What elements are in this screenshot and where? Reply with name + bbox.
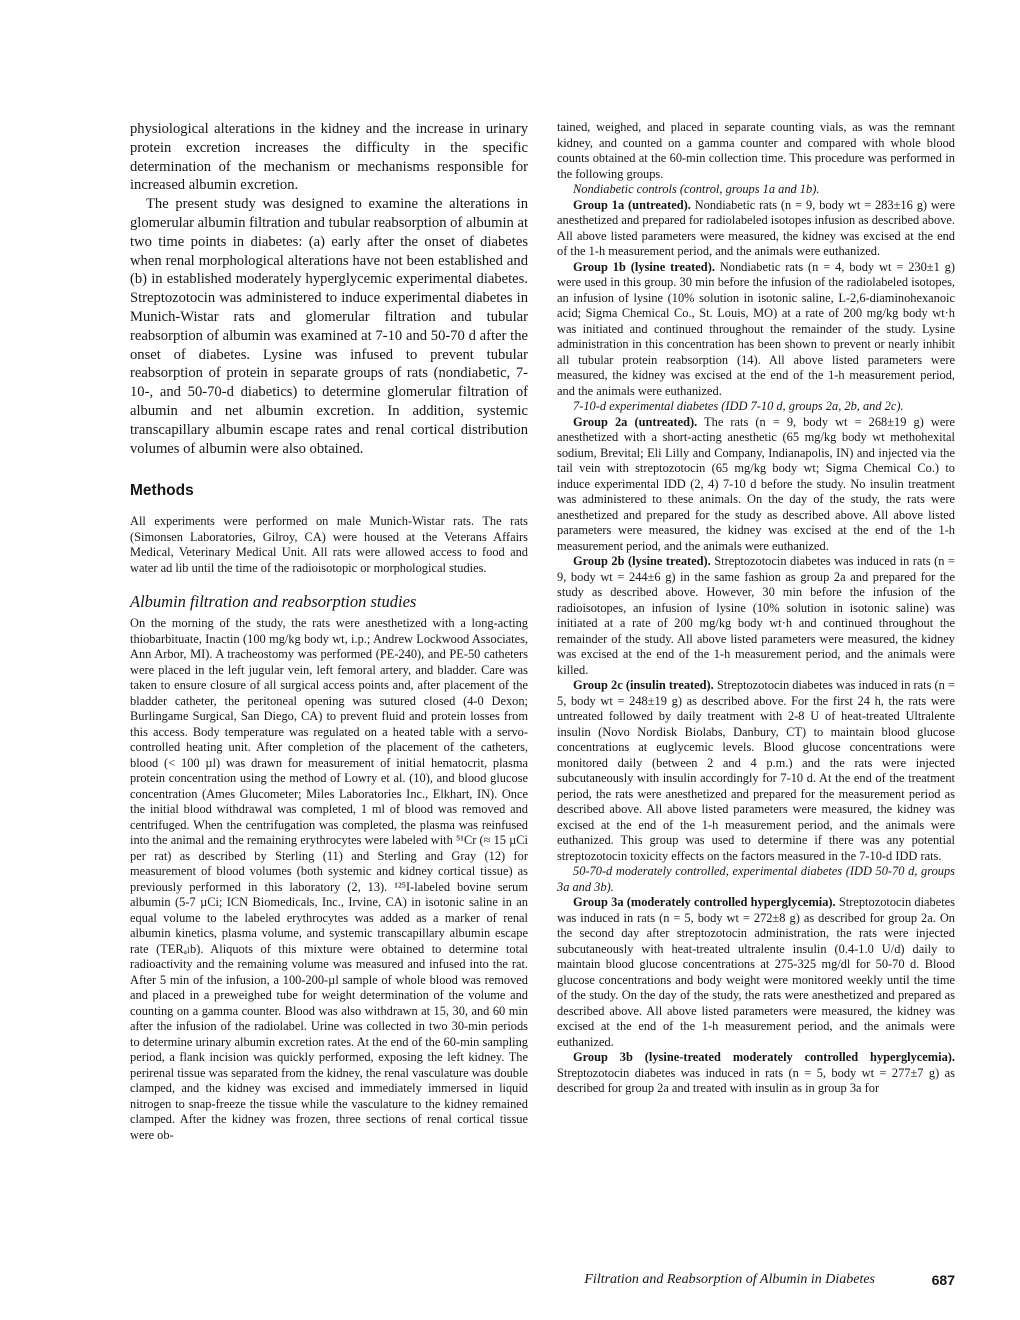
group-3a-text: Streptozotocin diabetes was induced in rats (n = 5, body wt = 272±8 g) as described for group 2a. On the second day after streptozotocin administration, the rats were injected subcutaneously with heat-treated ultralente insulin (0.4-1.0 U/d) daily to maintain blood glucose concentrations at 275-325 mg/dl for 50-70 d. Blood glucose concentrations and body weight were monitored weekly until the time of the study. On the day of the study, the rats were anesthetized and prepared as described above. All above listed parameters were measured, the kidney was excised at the end of the 1-h measurement period, and the animals were euthanized. <box>557 895 955 1049</box>
intro-paragraph-continued: physiological alterations in the kidney and the increase in urinary protein excretion increases the difficulty in the specific determination of the mechanism or mechanisms responsible for increased albumin excretion. <box>130 121 528 194</box>
group-2a-label: Group 2a (untreated). <box>573 414 698 429</box>
group-2a-text: The rats (n = 9, body wt = 268±19 g) were anesthetized with a short-acting anesthetic (65 mg/kg body wt methohexital sodium, Brevital; Eli Lilly and Company, Indianapolis, IN) and injected via the tail vein with streptozotocin (65 mg/kg body wt; Sigma Chemical Co.) to induce experimental IDD (2, 4) 7-10 d before the study. No insulin treatment was administered to these animals. On the day of the study, the rats were anesthetized and prepared for the study as described above. All above listed parameters were measured, the kidney was excised at the end of the 1-h measurement period, and the animals were euthanized. <box>557 414 955 553</box>
group-3a-paragraph <box>557 895 955 1050</box>
group-2b-text: Streptozotocin diabetes was induced in rats (n = 9, body wt = 244±6 g) in the same fashion as group 2a and prepared for the study as described above. However, 30 min before the infusion of the radioisotopes, an infusion of lysine (10% solution in isotonic saline) was initiated at a rate of 200 mg/kg body wt·h and continued throughout the remainder of the study. All above listed parameters were measured, the kidney was excised at the end of the 1-h measurement period, and the animals were killed. <box>557 554 955 677</box>
right-column <box>557 120 955 1097</box>
group-3a-label: Group 3a (moderately controlled hyperglycemia). <box>573 895 836 909</box>
group-2c-paragraph <box>557 678 955 864</box>
group-1a-paragraph <box>557 198 955 260</box>
page-number: 687 <box>931 1272 955 1288</box>
group-2c-text: Streptozotocin diabetes was induced in rats (n = 5, body wt = 248±19 g) as described above. For the first 24 h, the rats were untreated followed by daily treatment with 2-8 U of heat-treated Ultralente insulin (Novo Nordisk Biolabs, Danbury, CT) to maintain blood glucose concentrations at euglycemic levels. Blood glucose concentrations were monitored daily (between 2 and 4 p.m.) and the rats were injected subcutaneously with insulin accordingly for 7-10 d. At the end of the treatment period, the rats were anesthetized and prepared for the measurement period as described above. All above listed parameters were measured, the kidney was excised at the end of the 1-h measurement period, and the animals were euthanized. This group was used to determine if there was any potential streptozotocin toxicity effects on the factors measured in the 7-10-d IDD rats. <box>557 678 955 863</box>
nondiabetic-controls-heading: Nondiabetic controls (control, groups 1a and 1b). <box>573 182 820 196</box>
methods-heading: Methods <box>130 482 194 500</box>
group-1a-label: Group 1a (untreated). <box>573 197 691 212</box>
group-1a-text: Nondiabetic rats (n = 9, body wt = 283±16 g) were anesthetized and prepared for radiolabeled isotopes infusion as described above. All above listed parameters were measured, the kidney was excised at the end of the 1-h measurement period, and the animals were euthanized. <box>557 197 955 258</box>
group-3b-text: Streptozotocin diabetes was induced in rats (n = 5, body wt = 277±7 g) as described for group 2a and treated with insulin as in group 3a for <box>557 1065 955 1095</box>
group-2b-paragraph <box>557 554 955 678</box>
left-column <box>130 120 528 1143</box>
procedure-paragraph: On the morning of the study, the rats were anesthetized with a long-acting thiobarbituate, Inactin (100 mg/kg body wt, i.p.; Andrew Lockwood Associates, Ann Arbor, MI). A tracheostomy was performed (PE-240), and PE-50 catheters were placed in the left jugular vein, left femoral artery, and bladder. Care was taken to ensure closure of all surgical access points and, after placement of the bladder catheter, the peritoneal opening was sutured closed (4-0 Dexon; Burlingame Surgical, San Diego, CA) to prevent fluid and protein losses from this access. Body temperature was regulated on a heated table with a servo-controlled heating unit. After completion of the placement of the catheters, blood (< 100 µl) was drawn for measurement of initial hematocrit, plasma protein concentration using the method of Lowry et al. (10), and blood glucose concentration (Ames Glucometer; Miles Laboratories Inc., Elkhart, IN). Once the initial blood withdrawal was completed, 1 ml of blood was removed and centrifuged. When the centrifugation was completed, the plasma was reinfused into the animal and the remaining erythrocytes were labeled with ⁵¹Cr (≈ 15 µCi per rat) as described by Sterling (11) and Sterling and Gray (12) for measurement of blood volumes (both systemic and kidney cortical tissue) as previously performed in this laboratory (2, 13). ¹²⁵I-labeled bovine serum albumin (5-7 µCi; ICN Biomedicals, Inc., Irvine, CA) in isotonic saline in an equal volume to the labeled erythrocytes was added as a marker of renal albumin kinetics, plasma volume, and systemic transcapillary albumin escape rate (TERₐₗb). Aliquots of this mixture were obtained to determine total radioactivity and the remaining volume was measured and infused into the rat. After 5 min of the infusion, a 100-200-µl sample of whole blood was removed and placed in a preweighed tube for weight determination of the volume and counting on a gamma counter. Blood was also withdrawn at 15, 30, and 60 min after the infusion of the radiolabel. Urine was collected in two 30-min periods to determine urinary albumin excretion rates. At the end of the 60-min sampling period, a flank incision was quickly performed, exposing the left kidney. The perirenal tissue was separated from the kidney, the renal vasculature was double clamped, and the kidney was excised and immediately immersed in liquid nitrogen to snap-freeze the tissue while the vasculature to the kidney remained clamped. After the kidney was frozen, three sections of renal cortical tissue were ob- <box>130 616 528 1142</box>
group-3b-paragraph <box>557 1050 955 1097</box>
albumin-studies-subheading: Albumin filtration and reabsorption studies <box>130 592 417 612</box>
study-aims-paragraph: The present study was designed to examine the alterations in glomerular albumin filtration and tubular reabsorption of albumin at two time points in diabetes: (a) early after the onset of diabetes when renal morphological alterations have not been established and (b) in established moderately hyperglycemic experimental diabetes. Streptozotocin was administered to induce experimental diabetes in Munich-Wistar rats and glomerular filtration and tubular reabsorption of albumin was examined at 7-10 and 50-70 d after the onset of diabetes. Lysine was infused to prevent tubular reabsorption of protein in separate groups of rats (nondiabetic, 7-10-, and 50-70-d diabetics) to determine glomerular filtration of albumin and net albumin excretion. In addition, systemic transcapillary albumin escape rates and renal cortical distribution volumes of albumin were also obtained. <box>130 196 528 457</box>
idd-7-10-heading: 7-10-d experimental diabetes (IDD 7-10 d, groups 2a, 2b, and 2c). <box>573 399 904 413</box>
animals-paragraph: All experiments were performed on male Munich-Wistar rats. The rats (Simonsen Laboratories, Gilroy, CA) were housed at the Veterans Affairs Medical, Veterinary Medical Unit. All rats were allowed access to food and water ad lib until the time of the radioisotopic or morphological studies. <box>130 514 528 575</box>
group-1b-text: Nondiabetic rats (n = 4, body wt = 230±1 g) were used in this group. 30 min before the infusion of the radiolabeled isotopes, an infusion of lysine (10% solution in isotonic saline, L-2,6-diaminohexanoic acid; Sigma Chemical Co., St. Louis, MO) at a rate of 200 mg/kg body wt·h was initiated and continued throughout the remainder of the study. Lysine administration in this concentration has been shown to prevent or nearly inhibit all tubular protein reabsorption (14). All above listed parameters were measured, the kidney was excised at the end of the 1-h measurement period, and the animals were euthanized. <box>557 259 955 398</box>
idd-50-70-heading: 50-70-d moderately controlled, experimental diabetes (IDD 50-70 d, groups 3a and 3b). <box>557 864 955 894</box>
group-1b-paragraph <box>557 260 955 400</box>
group-2c-label: Group 2c (insulin treated). <box>573 678 714 692</box>
running-title: Filtration and Reabsorption of Albumin in Diabetes <box>584 1272 875 1287</box>
group-2b-label: Group 2b (lysine treated). <box>573 554 711 568</box>
group-2a-paragraph <box>557 415 955 555</box>
group-3b-label: Group 3b (lysine-treated moderately controlled hyperglycemia). <box>573 1050 955 1064</box>
group-1b-label: Group 1b (lysine treated). <box>573 259 715 274</box>
procedure-paragraph-continued: tained, weighed, and placed in separate counting vials, as was the remnant kidney, and counted on a gamma counter and compared with whole blood counts obtained at the 60-min collection time. This procedure was performed in the following groups. <box>557 120 955 181</box>
